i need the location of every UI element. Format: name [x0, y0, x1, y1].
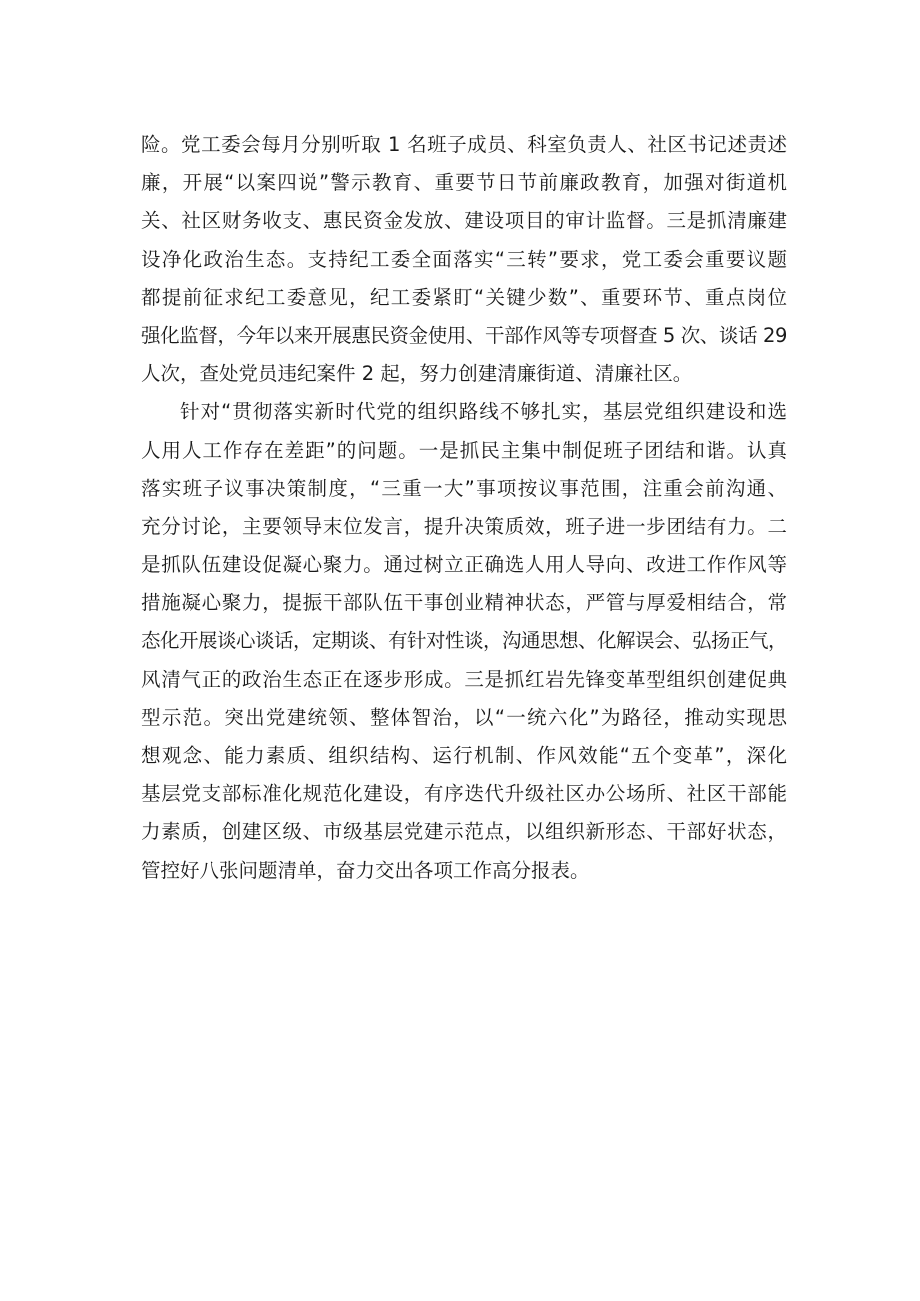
text-line: 都提前征求纪工委意见，纪工委紧盯“关键少数”、重要环节、重点岗位: [141, 285, 787, 309]
text-line: 针对“贯彻落实新时代党的组织路线不够扎实，基层党组织建设和选: [180, 400, 787, 424]
text-line: 人次，查处党员违纪案件 2 起，努力创建清廉街道、清廉社区。: [141, 362, 693, 386]
text-line: 风清气正的政治生态正在逐步形成。三是抓红岩先锋变革型组织创建促典: [141, 667, 787, 691]
text-line: 型示范。突出党建统领、整体智治，以“一统六化”为路径，推动实现思: [141, 705, 787, 729]
text-line: 落实班子议事决策制度，“三重一大”事项按议事范围，注重会前沟通、: [141, 476, 787, 500]
text-line: 险。党工委会每月分别听取 1 名班子成员、科室负责人、社区书记述责述: [141, 133, 787, 156]
text-line: 力素质，创建区级、市级基层党建示范点，以组织新形态、干部好状态，: [141, 820, 787, 844]
text-line: 充分讨论，主要领导末位发言，提升决策质效，班子进一步团结有力。二: [141, 514, 787, 538]
text-line: 设净化政治生态。支持纪工委全面落实“三转”要求，党工委会重要议题: [141, 247, 787, 271]
document-body: [141, 126, 787, 890]
text-line: 廉，开展“以案四说”警示教育、重要节日节前廉政教育，加强对街道机: [141, 171, 787, 195]
paragraph-2: [141, 393, 787, 889]
paragraph-1: [141, 126, 787, 393]
text-line: 基层党支部标准化规范化建设，有序迭代升级社区办公场所、社区干部能: [141, 782, 787, 806]
text-line: 强化监督，今年以来开展惠民资金使用、干部作风等专项督查 5 次、谈话 29: [141, 323, 787, 347]
text-line: 态化开展谈心谈话，定期谈、有针对性谈，沟通思想、化解误会、弘扬正气，: [141, 629, 788, 653]
text-line: 是抓队伍建设促凝心聚力。通过树立正确选人用人导向、改进工作作风等: [141, 553, 787, 577]
text-line: 想观念、能力素质、组织结构、运行机制、作风效能“五个变革”，深化: [141, 744, 787, 767]
text-line: 关、社区财务收支、惠民资金发放、建设项目的审计监督。三是抓清廉建: [141, 209, 787, 233]
text-line: 措施凝心聚力，提振干部队伍干事创业精神状态，严管与厚爱相结合，常: [141, 591, 787, 615]
text-line: 人用人工作存在差距”的问题。一是抓民主集中制促班子团结和谐。认真: [141, 438, 787, 462]
text-line: 管控好八张问题清单，奋力交出各项工作高分报表。: [141, 858, 590, 882]
